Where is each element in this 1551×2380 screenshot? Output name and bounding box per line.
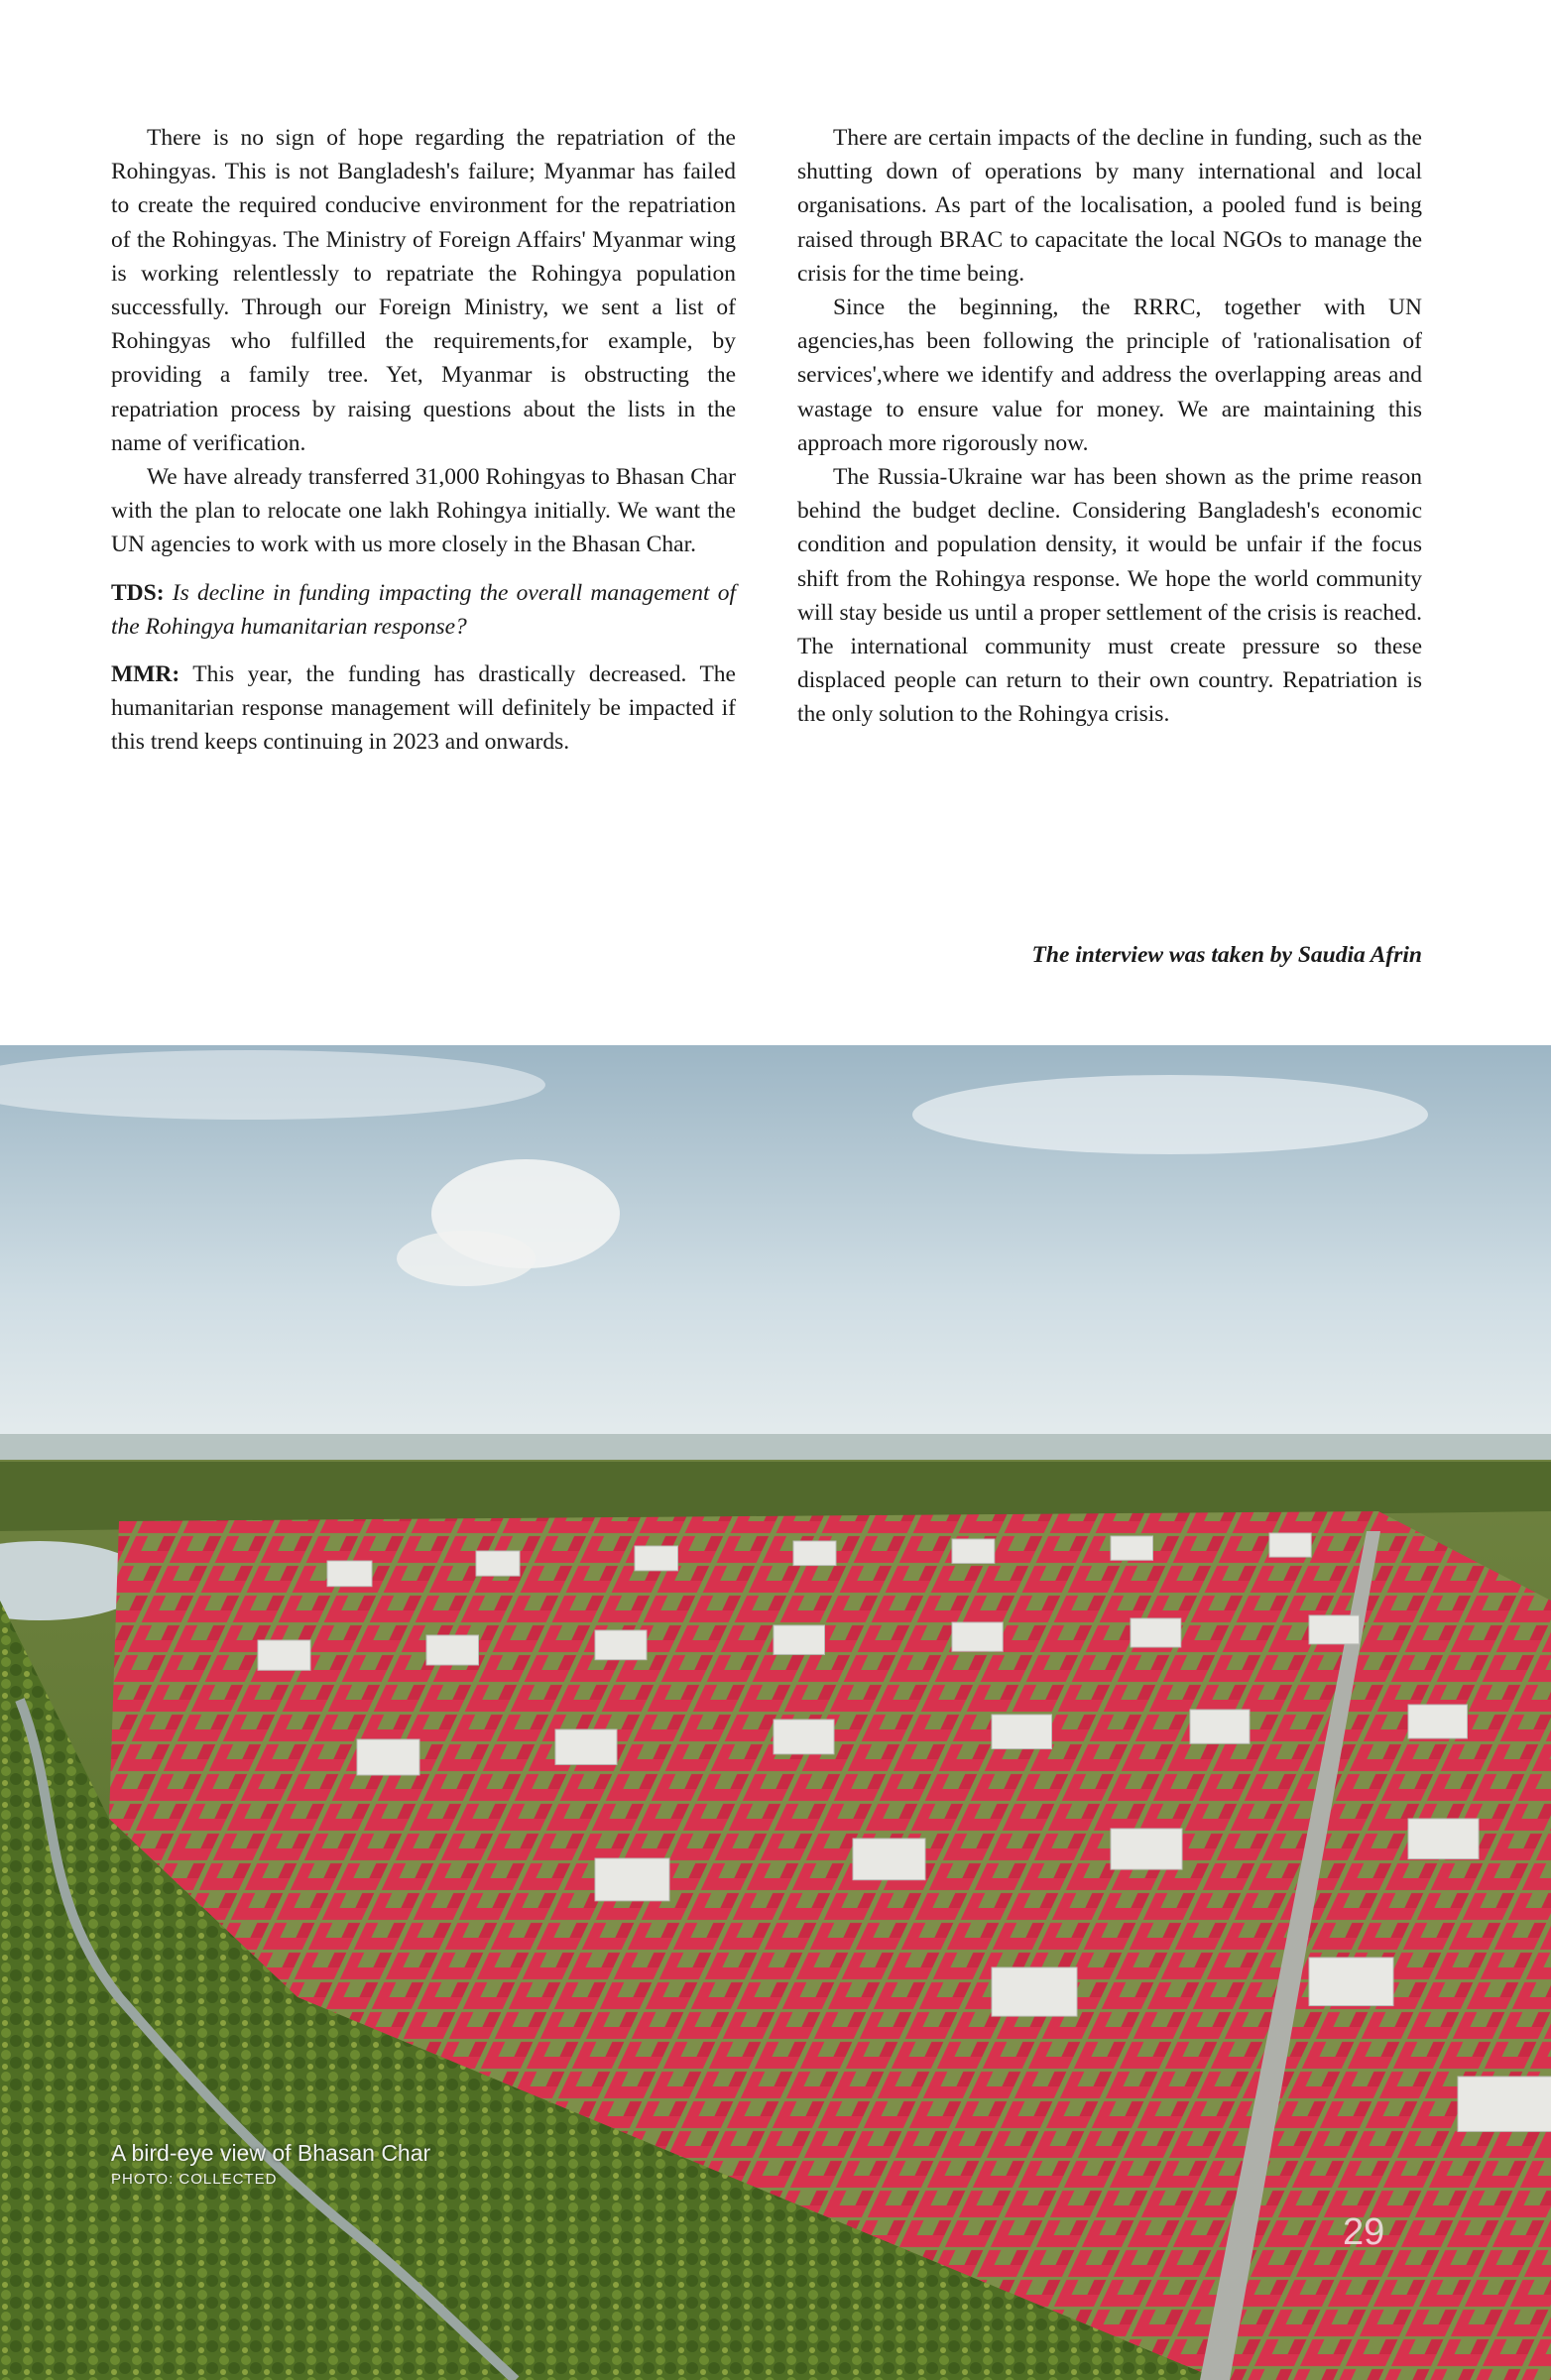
building <box>635 1546 678 1571</box>
building <box>774 1625 825 1654</box>
interview-question <box>111 576 736 644</box>
photo-credit: PHOTO: COLLECTED <box>111 2171 278 2188</box>
building <box>555 1729 617 1764</box>
page-number: 29 <box>1343 2211 1385 2253</box>
cloud <box>397 1231 536 1286</box>
article-body <box>111 121 1422 1004</box>
photo-caption-text: A bird-eye view of Bhasan Char <box>111 2140 431 2166</box>
building <box>1269 1533 1311 1557</box>
answer-speaker: MMR: <box>111 661 180 688</box>
article-column-left <box>111 121 736 760</box>
building <box>595 1630 647 1660</box>
building <box>1309 1615 1360 1644</box>
building <box>952 1539 995 1563</box>
building <box>1408 1705 1468 1738</box>
building <box>1131 1618 1181 1647</box>
paragraph: The Russia-Ukraine war has been shown as the prime reason behind the budget decline. Considering Bangladesh's economic condition and population density, it would be unfair if the focus shift from the Rohingya response. We hope the world community will stay beside us until a proper settlement of the crisis is reached. The international community must create pressure so these displaced people can return to their own country. Repatriation is the only solution to the Rohingya crisis. <box>797 464 1422 728</box>
building <box>1309 1958 1393 2006</box>
paragraph: There is no sign of hope regarding the repatriation of the Rohingyas. This is not Bangladesh's failure; Myanmar has failed to create the required conducive environment for the repatriation of the Rohingyas. The Ministry of Foreign Affairs' Myanmar wing is working relentlessly to repatriate the Rohingya population successfully. Through our Foreign Ministry, we sent a list of Rohingyas who fulfilled the requirements,for example, by providing a family tree. Yet, Myanmar is obstructing the repatriation process by raising questions about the lists in the name of verification. <box>111 125 736 456</box>
building <box>357 1739 419 1775</box>
building <box>327 1561 372 1587</box>
paragraph: Since the beginning, the RRRC, together with UN agencies,has been following the principle of 'rationalisation of services',where we identify and address the overlapping areas and wastage to ensure value for money. We are maintaining this approach more rigorously now. <box>797 295 1422 456</box>
photo-caption <box>111 2140 430 2188</box>
building <box>992 1715 1052 1749</box>
building <box>952 1622 1003 1651</box>
building <box>1111 1536 1153 1560</box>
building <box>426 1635 479 1665</box>
paragraph: There are certain impacts of the decline in funding, such as the shutting down of operations by many international and local organisations. As part of the localisation, a pooled fund is being raised through BRAC to capacitate the local NGOs to manage the crisis for the time being. <box>797 125 1422 287</box>
building <box>992 1967 1077 2016</box>
building <box>1458 2077 1551 2131</box>
building <box>1408 1819 1479 1859</box>
building <box>774 1720 834 1754</box>
paragraph: We have already transferred 31,000 Rohingyas to Bhasan Char with the plan to relocate one lakh Rohingya initially. We want the UN agencies to work with us more closely in the Bhasan Char. <box>111 464 736 558</box>
article-column-right <box>797 121 1422 732</box>
building <box>476 1551 520 1576</box>
question-text: Is decline in funding impacting the overall management of the Rohingya humanitarian response? <box>111 579 736 640</box>
building <box>1190 1710 1250 1743</box>
question-speaker: TDS: <box>111 579 165 606</box>
interview-answer <box>111 657 736 760</box>
building <box>595 1858 669 1901</box>
cloud <box>912 1075 1428 1154</box>
building <box>258 1640 310 1670</box>
interview-credit: The interview was taken by Saudia Afrin <box>1031 942 1422 968</box>
building <box>1111 1829 1182 1869</box>
building <box>853 1839 925 1880</box>
building <box>793 1541 836 1566</box>
answer-text: This year, the funding has drastically decreased. The humanitarian response management will definitely be impacted if this trend keeps continuing in 2023 and onwards. <box>111 661 736 756</box>
